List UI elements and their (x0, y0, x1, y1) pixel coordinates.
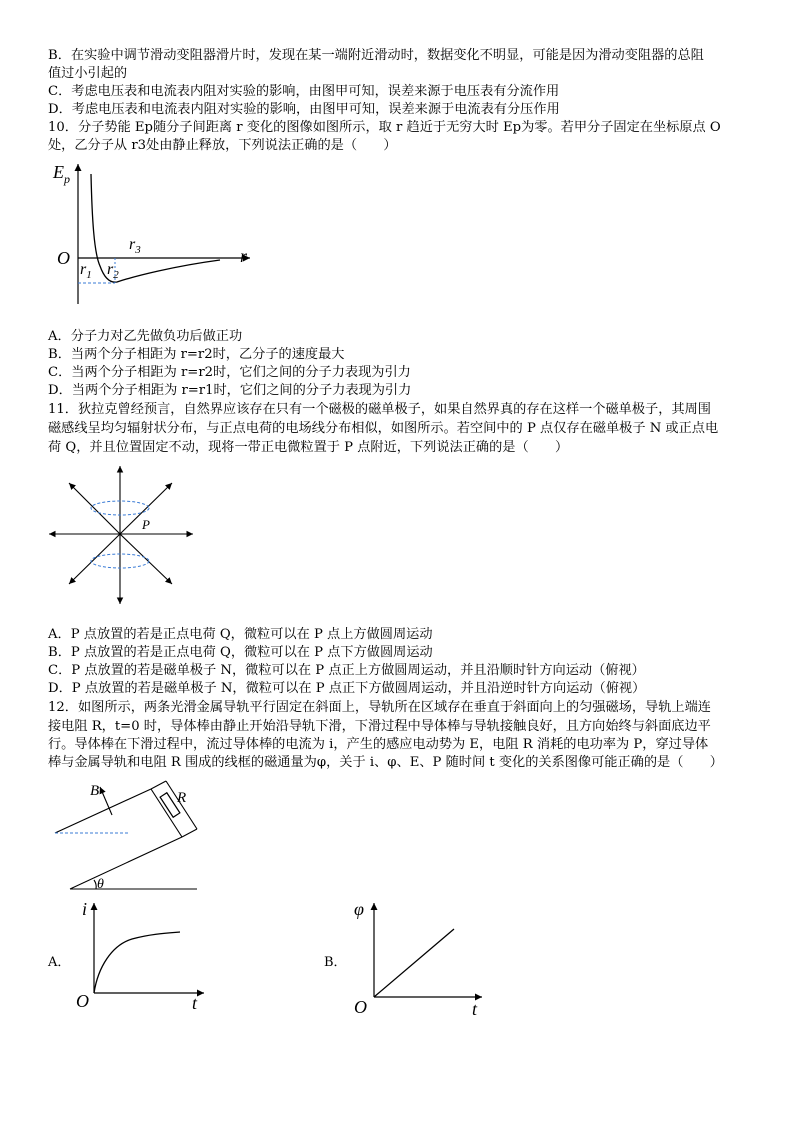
q11-monopole-field-figure (45, 462, 205, 612)
q11-p-label: P (142, 517, 150, 532)
q11-option-d: D．P 点放置的若是磁单极子 N，微粒可以在 P 点正下方做圆周运动，并且沿逆时针方向运动（俯视） (48, 681, 646, 696)
q12-r-label: R (177, 790, 187, 806)
q10-r2-label: $r_2$ (107, 261, 119, 281)
q10-origin-label: O (57, 248, 70, 268)
q12-b-label: B (90, 783, 100, 799)
q11-option-a: A．P 点放置的若是正点电荷 Q，微粒可以在 P 点上方做圆周运动 (48, 627, 433, 642)
q10-stem-line1: 10．分子势能 Ep随分子间距离 r 变化的图像如图所示，取 r 趋近于无穷大时 Ep为零。若甲分子固定在坐标原点 O (48, 120, 721, 135)
q11-stem-line1: 11．狄拉克曾经预言，自然界应该存在只有一个磁极的磁单极子，如果自然界真的存在这样一个磁单极子，其周围 (48, 402, 711, 417)
q10-r3-label: $r_3$ (129, 236, 141, 256)
q12-b-y-label: φ (354, 899, 364, 919)
q12-b-origin: O (354, 997, 367, 1017)
q12-b-line (374, 929, 454, 997)
q10-option-d: D．当两个分子相距为 r=r1时，它们之间的分子力表现为引力 (48, 383, 412, 398)
q12-option-b-label: B． (324, 955, 347, 970)
q9-option-b-line1: B．在实验中调节滑动变阻器滑片时，发现在某一端附近滑动时，数据变化不明显，可能是因为滑动变阻器的总阻 (48, 48, 704, 63)
q12-option-b-graph (350, 897, 490, 1019)
q11-option-b: B．P 点放置的若是正点电荷 Q，微粒可以在 P 点下方做圆周运动 (48, 645, 433, 660)
q12-a-y-label: i (82, 899, 88, 919)
q12-a-x-label: t (192, 993, 198, 1013)
q10-option-b: B．当两个分子相距为 r=r2时，乙分子的速度最大 (48, 347, 345, 362)
q9-option-b-line2: 值过小引起的 (48, 66, 128, 81)
q11-stem-line2: 磁感线呈均匀辐射状分布，与正点电荷的电场线分布相似，如图所示。若空间中的 P 点仅存在磁单极子 N 或正点电 (48, 421, 719, 436)
q10-option-a: A．分子力对乙先做负功后做正功 (48, 329, 243, 344)
q10-ep-graph (45, 158, 265, 308)
q12-a-curve (94, 932, 180, 993)
q11-stem-line3: 荷 Q，并且位置固定不动，现将一带正电微粒置于 P 点附近，下列说法正确的是（ ） (48, 440, 569, 455)
q12-stem-line4: 棒与金属导轨和电阻 R 围成的线框的磁通量为φ，关于 i、φ、E、P 随时间 t 变化的关系图像可能正确的是（ ） (48, 755, 723, 770)
q10-stem-line2: 处，乙分子从 r3处由静止释放，下列说法正确的是（ ） (48, 138, 397, 153)
q12-theta-label: θ (97, 877, 104, 892)
q12-a-origin: O (76, 991, 89, 1011)
q12-stem-line2: 接电阻 R，t=0 时，导体棒由静止开始沿导轨下滑，下滑过程中导体棒与导轨接触良好，且方向始终与斜面底边平 (48, 719, 711, 734)
q9-option-c: C．考虑电压表和电流表内阻对实验的影响，由图甲可知，误差来源于电压表有分流作用 (48, 84, 560, 99)
q12-b-x-label: t (472, 999, 478, 1019)
q12-option-a-label: A． (48, 955, 71, 970)
q12-option-a-graph (72, 897, 212, 1015)
q10-y-label: $E_p$ (53, 162, 70, 186)
q12-stem-line3: 行。导体棒在下滑过程中，流过导体棒的电流为 i，产生的感应电动势为 E，电阻 R 消耗的电功率为 P，穿过导体 (48, 737, 709, 752)
q10-option-c: C．当两个分子相距为 r=r2时，它们之间的分子力表现为引力 (48, 365, 411, 380)
q12-incline-rail-figure (50, 775, 230, 895)
q10-x-label: r (240, 246, 248, 266)
q11-option-c: C．P 点放置的若是磁单极子 N，微粒可以在 P 点正上方做圆周运动，并且沿顺时针方向运动（俯视） (48, 663, 645, 678)
q12-stem-line1: 12．如图所示，两条光滑金属导轨平行固定在斜面上，导轨所在区域存在垂直于斜面向上的匀强磁场，导轨上端连 (48, 700, 711, 715)
q9-option-d: D．考虑电压表和电流表内阻对实验的影响，由图甲可知，误差来源于电流表有分压作用 (48, 102, 560, 117)
q10-r1-label: $r_1$ (80, 261, 92, 281)
